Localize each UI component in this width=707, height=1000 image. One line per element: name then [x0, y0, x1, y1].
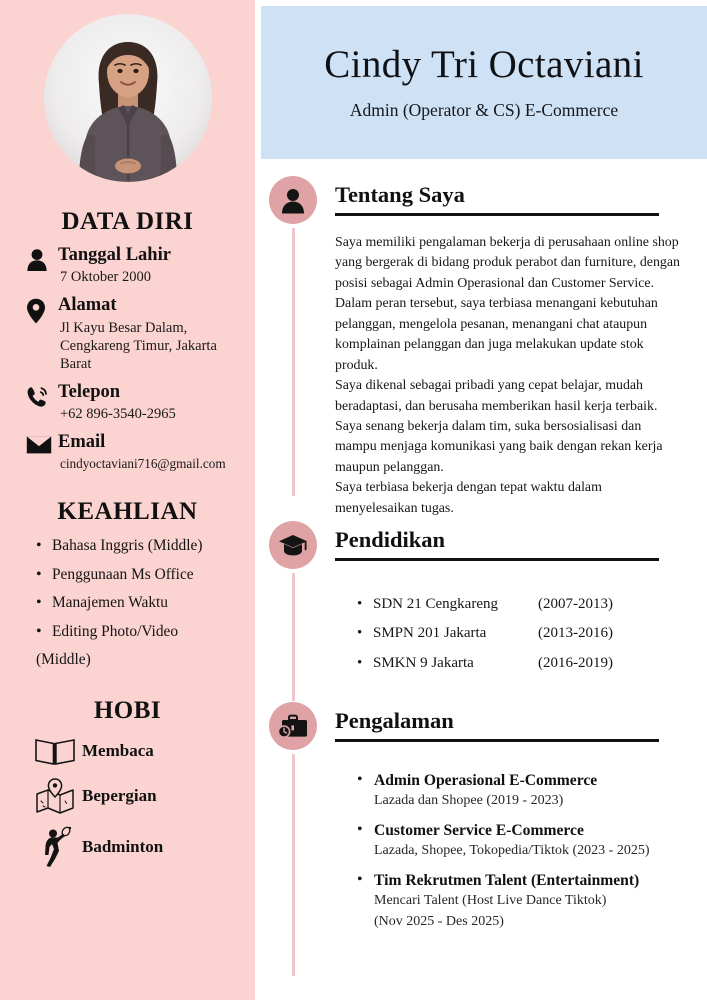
about-paragraph: Saya dikenal sebagai pribadi yang cepat belajar, mudah beradaptasi, dan berusaha memberikan hasil kerja terbaik. Saya senang bekerja dalam tim, suka bersosialisasi dan mampu menjaga komunikasi yang baik dengan rekan kerja maupun pelanggan. — [335, 378, 663, 475]
experience-role: • Tim Rekrutmen Talent (Entertainment) — [374, 871, 640, 889]
timeline-line — [292, 754, 295, 976]
list-item — [357, 649, 683, 678]
section-title: Pendidikan — [335, 526, 446, 552]
briefcase-clock-icon — [269, 702, 317, 750]
skill-item: • Manajemen Waktu — [36, 589, 241, 618]
list-item — [357, 619, 683, 648]
education-school: • SDN 21 Cengkareng — [373, 596, 498, 612]
section-underline — [335, 739, 659, 742]
contact-value: Jl Kayu Besar Dalam, Cengkareng Timur, Jakarta Barat — [60, 319, 217, 372]
list-item — [357, 590, 683, 619]
section-header — [255, 521, 697, 569]
section-header — [255, 702, 697, 750]
about-paragraph: Saya terbiasa bekerja dengan tepat waktu dalam menyelesaikan tugas. — [335, 480, 602, 516]
experience-body — [335, 750, 697, 933]
contact-row-email — [14, 432, 241, 472]
map-pin-icon — [28, 777, 82, 815]
skill-item: • Editing Photo/Video — [36, 618, 241, 647]
experience-detail: Lazada dan Shopee (2019 - 2023) — [374, 793, 564, 809]
keahlian-heading: KEAHLIAN — [57, 498, 198, 526]
contact-label: Tanggal Lahir — [58, 245, 171, 265]
skill-item: • Bahasa Inggris (Middle) — [36, 532, 241, 561]
about-body — [335, 224, 697, 519]
open-book-icon — [28, 735, 82, 767]
skill-item-continuation: (Middle) — [36, 651, 91, 669]
section-experience — [255, 702, 697, 942]
timeline-line — [292, 573, 295, 701]
section-title: Tentang Saya — [335, 181, 465, 207]
hobi-heading: HOBI — [93, 696, 162, 724]
skill-item: • Penggunaan Ms Office — [36, 561, 241, 590]
contact-value: 7 Oktober 2000 — [60, 269, 152, 286]
data-diri-heading: DATA DIRI — [61, 208, 194, 235]
person-badge-icon — [269, 176, 317, 224]
experience-detail: Lazada, Shopee, Tokopedia/Tiktok (2023 - 2025) — [374, 843, 650, 859]
section-underline — [335, 558, 659, 561]
skills-list — [14, 532, 241, 675]
education-school: • SMKN 9 Jakarta — [373, 654, 474, 671]
hobby-row-badminton — [14, 825, 241, 869]
experience-role: • Customer Service E-Commerce — [374, 821, 584, 839]
contact-row-phone — [14, 382, 241, 423]
experience-list — [335, 771, 683, 933]
contact-value: cindyoctaviani716@gmail.com — [60, 455, 226, 471]
envelope-icon — [26, 432, 58, 455]
education-body — [335, 569, 697, 678]
hobby-row-membaca — [14, 735, 241, 767]
contact-value: +62 896-3540-2965 — [60, 406, 176, 423]
list-item — [357, 771, 683, 812]
timeline-line — [292, 228, 295, 496]
section-about — [255, 176, 697, 519]
hobby-label: Badminton — [82, 836, 164, 856]
section-title: Pengalaman — [335, 707, 454, 733]
contact-row-birthdate — [14, 245, 241, 286]
profile-photo — [44, 14, 212, 182]
hobby-label: Membaca — [82, 740, 154, 760]
hobby-row-bepergian — [14, 777, 241, 815]
graduation-cap-icon — [269, 521, 317, 569]
experience-detail: Mencari Talent (Host Live Dance Tiktok) — [374, 893, 607, 909]
portrait-illustration — [44, 14, 212, 182]
about-paragraph: Saya memiliki pengalaman bekerja di perusahaan online shop yang bergerak di bidang produk perabot dan furniture, dengan posisi sebagai Admin Operasional dan Customer Service. — [335, 235, 680, 291]
about-paragraph: Dalam peran tersebut, saya terbiasa menangani kebutuhan pelanggan, mengelola pesanan, menangani chat ataupun komplainan pelanggan dan juga melakukan update stok produk. — [335, 296, 658, 373]
page-subtitle: Admin (Operator & CS) E-Commerce — [349, 100, 619, 121]
main-content — [255, 0, 707, 1000]
person-icon — [26, 245, 58, 272]
contact-label: Alamat — [58, 295, 117, 316]
education-years: (2007-2013) — [538, 596, 613, 612]
list-item — [357, 871, 683, 933]
contact-label: Telepon — [58, 382, 121, 403]
sidebar — [0, 0, 255, 1000]
education-school: • SMPN 201 Jakarta — [373, 625, 487, 642]
list-item — [357, 821, 683, 862]
experience-detail-secondary: (Nov 2025 - Des 2025) — [374, 914, 504, 930]
education-years: (2013-2016) — [538, 625, 613, 642]
location-pin-icon — [26, 295, 58, 324]
badminton-player-icon — [28, 825, 82, 869]
section-header — [255, 176, 697, 224]
education-list — [335, 590, 683, 678]
experience-role: • Admin Operasional E-Commerce — [374, 772, 598, 789]
hero-header — [261, 6, 707, 159]
phone-icon — [26, 382, 58, 409]
section-education — [255, 521, 697, 678]
education-years: (2016-2019) — [538, 654, 613, 671]
contact-label: Email — [58, 432, 106, 453]
contact-row-address — [14, 295, 241, 373]
hobby-label: Bepergian — [82, 785, 157, 805]
section-underline — [335, 213, 659, 216]
page-title: Cindy Tri Octaviani — [324, 42, 644, 86]
